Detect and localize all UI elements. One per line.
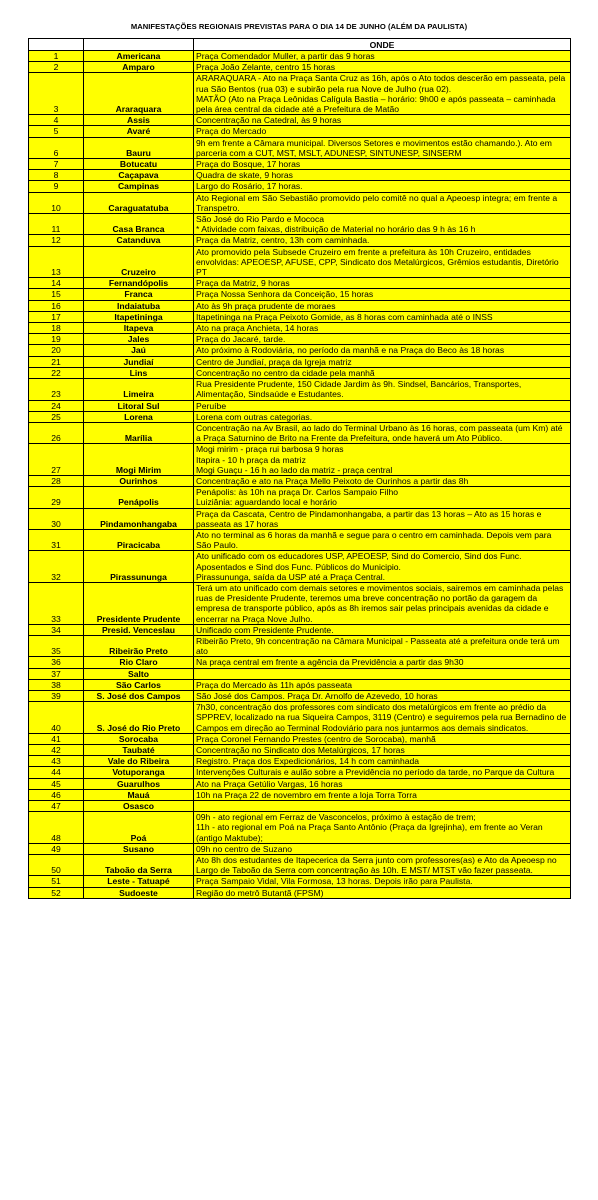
row-number: 29 [29, 487, 84, 508]
table-row [29, 508, 571, 529]
table-row [29, 855, 571, 876]
table-row [29, 487, 571, 508]
row-number: 39 [29, 690, 84, 701]
table-row [29, 323, 571, 334]
row-location: Largo do Rosário, 17 horas. [194, 181, 571, 192]
table-row [29, 278, 571, 289]
row-location: Praça Sampaio Vidal, Vila Formosa, 13 horas. Depois irão para Paulista. [194, 876, 571, 887]
table-row [29, 843, 571, 854]
table-row [29, 170, 571, 181]
row-number: 31 [29, 529, 84, 550]
row-city: Pindamonhangaba [84, 508, 194, 529]
row-number: 46 [29, 789, 84, 800]
row-location: Ribeirão Preto, 9h concentração na Câmara Municipal - Passeata até a prefeitura onde terá um ato [194, 635, 571, 656]
row-city: Americana [84, 51, 194, 62]
table-row [29, 745, 571, 756]
row-city: Jales [84, 334, 194, 345]
row-location: Praça Coronel Fernando Prestes (centro de Sorocaba), manhã [194, 733, 571, 744]
row-city: Avaré [84, 126, 194, 137]
row-location: 09h no centro de Suzano [194, 843, 571, 854]
row-location: Penápolis: às 10h na praça Dr. Carlos Sampaio Filho Luiziânia: aguardando local e horário [194, 487, 571, 508]
row-city: Casa Branca [84, 214, 194, 235]
row-number: 12 [29, 235, 84, 246]
row-number: 48 [29, 812, 84, 844]
table-row [29, 356, 571, 367]
row-number: 23 [29, 379, 84, 400]
row-number: 28 [29, 475, 84, 486]
row-city: São Carlos [84, 679, 194, 690]
row-number: 20 [29, 345, 84, 356]
row-city: Osasco [84, 801, 194, 812]
row-number: 42 [29, 745, 84, 756]
row-city: Salto [84, 668, 194, 679]
table-row [29, 475, 571, 486]
row-number: 36 [29, 657, 84, 668]
row-location: Praça da Matriz, 9 horas [194, 278, 571, 289]
table-row [29, 126, 571, 137]
row-location: Ato 8h dos estudantes de Itapecerica da Serra junto com professores(as) e Ato da Apeoesp no Largo de Taboão da Serra com concentração às 10h. E MST/ MTST vão fazer passeata. [194, 855, 571, 876]
row-city: Guarulhos [84, 778, 194, 789]
row-number: 9 [29, 181, 84, 192]
row-city: Leste - Tatuapé [84, 876, 194, 887]
table-row [29, 289, 571, 300]
row-number: 52 [29, 887, 84, 898]
row-number: 17 [29, 311, 84, 322]
row-location: Lorena com outras categorias. [194, 411, 571, 422]
row-city: Sorocaba [84, 733, 194, 744]
row-location: Ato às 9h praça prudente de moraes [194, 300, 571, 311]
table-row [29, 159, 571, 170]
table-row [29, 778, 571, 789]
row-number: 24 [29, 400, 84, 411]
row-location: Unificado com Presidente Prudente. [194, 624, 571, 635]
row-number: 1 [29, 51, 84, 62]
row-number: 43 [29, 756, 84, 767]
row-location: Concentração no Sindicato dos Metalúrgicos, 17 horas [194, 745, 571, 756]
row-city: Presidente Prudente [84, 582, 194, 624]
row-location: Praça João Zelante, centro 15 horas [194, 62, 571, 73]
row-location: São José do Rio Pardo e Mococa * Atividade com faixas, distribuição de Material no horário das 9 h às 16 h [194, 214, 571, 235]
table-row [29, 812, 571, 844]
row-number: 25 [29, 411, 84, 422]
row-city: Ourinhos [84, 475, 194, 486]
row-location: Praça do Bosque, 17 horas [194, 159, 571, 170]
row-city: Pirassununga [84, 551, 194, 583]
table-row [29, 73, 571, 115]
table-row [29, 181, 571, 192]
row-location: ARARAQUARA - Ato na Praça Santa Cruz as 16h, após o Ato todos descerão em passeata, pela rua São Bentos (rua 03) e subirão pela rua Nove de Julho (rua 02). MATÃO (Ato na Praça Leônidas Calígula Bastia – horário: 9h00 e após passeata – caminhada pela área central da cidade até a Prefeitura de Matão [194, 73, 571, 115]
row-location: Praça da Matriz, centro, 13h com caminhada. [194, 235, 571, 246]
table-row [29, 789, 571, 800]
table-row [29, 422, 571, 443]
table-row [29, 311, 571, 322]
row-location: São José dos Campos. Praça Dr. Arnolfo de Azevedo, 10 horas [194, 690, 571, 701]
table-row [29, 756, 571, 767]
table-row [29, 582, 571, 624]
row-location: Na praça central em frente a agência da Previdência a partir das 9h30 [194, 657, 571, 668]
table-row [29, 733, 571, 744]
row-city: Rio Claro [84, 657, 194, 668]
table-row [29, 334, 571, 345]
row-number: 2 [29, 62, 84, 73]
row-city: Susano [84, 843, 194, 854]
table-row [29, 379, 571, 400]
row-location: Praça do Mercado às 11h após passeata [194, 679, 571, 690]
row-city: Araraquara [84, 73, 194, 115]
row-number: 6 [29, 137, 84, 158]
row-number: 10 [29, 192, 84, 213]
table-row [29, 767, 571, 778]
row-number: 4 [29, 115, 84, 126]
row-number: 30 [29, 508, 84, 529]
row-location: Praça Nossa Senhora da Conceição, 15 horas [194, 289, 571, 300]
row-number: 18 [29, 323, 84, 334]
row-city: Votuporanga [84, 767, 194, 778]
row-number: 5 [29, 126, 84, 137]
document-title: MANIFESTAÇÕES REGIONAIS PREVISTAS PARA O DIA 14 DE JUNHO (ALÉM DA PAULISTA) [130, 22, 468, 31]
row-city: Jaú [84, 345, 194, 356]
row-location: Centro de Jundiaí, praça da Igreja matriz [194, 356, 571, 367]
table-row [29, 115, 571, 126]
row-location: Itapetininga na Praça Peixoto Gomide, as 8 horas com caminhada até o INSS [194, 311, 571, 322]
row-number: 33 [29, 582, 84, 624]
header-number [29, 39, 84, 51]
table-row [29, 444, 571, 476]
row-number: 51 [29, 876, 84, 887]
table-row [29, 400, 571, 411]
row-city: Mauá [84, 789, 194, 800]
row-number: 3 [29, 73, 84, 115]
row-city: Itapeva [84, 323, 194, 334]
table-row [29, 411, 571, 422]
row-city: Lorena [84, 411, 194, 422]
row-number: 34 [29, 624, 84, 635]
table-row [29, 668, 571, 679]
row-number: 35 [29, 635, 84, 656]
row-city: S. José do Rio Preto [84, 702, 194, 734]
row-city: Limeira [84, 379, 194, 400]
row-number: 50 [29, 855, 84, 876]
events-table [28, 38, 571, 899]
row-location: Intervenções Culturais e aulão sobre a Previdência no período da tarde, no Parque da Cultura [194, 767, 571, 778]
row-location: Concentração no centro da cidade pela manhã [194, 367, 571, 378]
row-location: Praça Comendador Muller, a partir das 9 horas [194, 51, 571, 62]
table-row [29, 529, 571, 550]
row-number: 38 [29, 679, 84, 690]
row-city: Cruzeiro [84, 246, 194, 278]
row-number: 40 [29, 702, 84, 734]
row-location: Ato próximo à Rodoviária, no período da manhã e na Praça do Beco às 18 horas [194, 345, 571, 356]
row-location: 10h na Praça 22 de novembro em frente a loja Torra Torra [194, 789, 571, 800]
row-city: Litoral Sul [84, 400, 194, 411]
row-location: Concentração e ato na Praça Mello Peixoto de Ourinhos a partir das 8h [194, 475, 571, 486]
row-city: Sudoeste [84, 887, 194, 898]
row-number: 37 [29, 668, 84, 679]
table-row [29, 679, 571, 690]
table-row [29, 551, 571, 583]
table-row [29, 345, 571, 356]
row-location: Quadra de skate, 9 horas [194, 170, 571, 181]
row-number: 19 [29, 334, 84, 345]
table-row [29, 214, 571, 235]
row-number: 21 [29, 356, 84, 367]
row-location: 9h em frente a Câmara municipal. Diversos Setores e movimentos estão chamando.). Ato em parceria com a CUT, MST, MSLT, ADUNESP, SINTUNESP, SINSERM [194, 137, 571, 158]
row-number: 45 [29, 778, 84, 789]
row-number: 32 [29, 551, 84, 583]
row-location: Região do metrô Butantã (FPSM) [194, 887, 571, 898]
table-row [29, 801, 571, 812]
row-number: 26 [29, 422, 84, 443]
row-location: Concentração na Av Brasil, ao lado do Terminal Urbano às 16 horas, com passeata (um Km) até a Praça Saturnino de Brito na Frente da Prefeitura, onde haverá um Ato Público. [194, 422, 571, 443]
row-number: 41 [29, 733, 84, 744]
row-number: 22 [29, 367, 84, 378]
row-number: 13 [29, 246, 84, 278]
row-location: Registro. Praça dos Expedicionários, 14 h com caminhada [194, 756, 571, 767]
table-row [29, 246, 571, 278]
table-row [29, 51, 571, 62]
row-location: Praça do Mercado [194, 126, 571, 137]
row-number: 7 [29, 159, 84, 170]
row-city: Piracicaba [84, 529, 194, 550]
row-number: 14 [29, 278, 84, 289]
row-location: Ato na Praça Getúlio Vargas, 16 horas [194, 778, 571, 789]
row-location: Ato na praça Anchieta, 14 horas [194, 323, 571, 334]
row-city: Jundiaí [84, 356, 194, 367]
row-location: Praça da Cascata, Centro de Pindamonhangaba, a partir das 13 horas – Ato as 15 horas e passeata as 17 horas [194, 508, 571, 529]
row-city: Vale do Ribeira [84, 756, 194, 767]
row-city: Itapetininga [84, 311, 194, 322]
row-city: Marília [84, 422, 194, 443]
table-row [29, 192, 571, 213]
row-city: Botucatu [84, 159, 194, 170]
row-city: Caraguatatuba [84, 192, 194, 213]
table-body [29, 51, 571, 899]
row-location: Praça do Jacaré, tarde. [194, 334, 571, 345]
row-location: Concentração na Catedral, às 9 horas [194, 115, 571, 126]
row-location: Terá um ato unificado com demais setores e movimentos sociais, sairemos em caminhada pelas ruas de Presidente Prudente, teremos uma breve concentração no portão da garagem da empresa de transporte público, após as 8h iremos sair pelas principais avenidas da cidade e encerrar na Praça Nove Julho. [194, 582, 571, 624]
row-location: Ato no terminal as 6 horas da manhã e segue para o centro em caminhada. Depois vem para São Paulo. [194, 529, 571, 550]
table-row [29, 702, 571, 734]
row-city: S. José dos Campos [84, 690, 194, 701]
row-location: Peruíbe [194, 400, 571, 411]
table-row [29, 887, 571, 898]
row-location: Ato unificado com os educadores USP, APEOESP, Sind do Comercio, Sind dos Func. Aposentados e Sind dos Func. Públicos do Municipio. Pirassununga, saída da USP até a Praça Central. [194, 551, 571, 583]
row-number: 47 [29, 801, 84, 812]
row-city: Penápolis [84, 487, 194, 508]
row-location: Mogi mirim - praça rui barbosa 9 horas Itapira - 10 h praça da matriz Mogi Guaçu - 16 h ao lado da matriz - praça central [194, 444, 571, 476]
header-city [84, 39, 194, 51]
row-location [194, 801, 571, 812]
row-number: 8 [29, 170, 84, 181]
table-row [29, 876, 571, 887]
row-city: Mogi Mirim [84, 444, 194, 476]
row-number: 11 [29, 214, 84, 235]
table-row [29, 624, 571, 635]
row-city: Indaiatuba [84, 300, 194, 311]
row-city: Taubaté [84, 745, 194, 756]
table-row [29, 300, 571, 311]
row-city: Caçapava [84, 170, 194, 181]
row-city: Amparo [84, 62, 194, 73]
row-number: 16 [29, 300, 84, 311]
table-row [29, 367, 571, 378]
table-row [29, 137, 571, 158]
row-location: 7h30, concentração dos professores com sindicato dos metalúrgicos em frente ao prédio da SPPREV, localizado na rua Siqueira Campos, 3119 (Centro) e seguiremos pela rua Bernadino de Campos em direção ao Terminal Rodoviário para nos juntarmos aos demais sindicatos. [194, 702, 571, 734]
row-city: Catanduva [84, 235, 194, 246]
row-city: Bauru [84, 137, 194, 158]
row-number: 15 [29, 289, 84, 300]
row-city: Poá [84, 812, 194, 844]
row-location: 09h - ato regional em Ferraz de Vasconcelos, próximo à estação de trem; 11h - ato regional em Poá na Praça Santo Antônio (Praça da Igrejinha), em frente ao Veran (antigo Maktube); [194, 812, 571, 844]
row-city: Assis [84, 115, 194, 126]
header-where: ONDE [194, 39, 571, 51]
row-location: Ato promovido pela Subsede Cruzeiro em frente a prefeitura às 10h Cruzeiro, entidades envolvidas: APEOESP, AFUSE, CPP, Sindicato dos Metalúrgicos, Grêmios estudantis, Diretório PT [194, 246, 571, 278]
table-row [29, 690, 571, 701]
row-location: Rua Presidente Prudente, 150 Cidade Jardim às 9h. Sindsel, Bancários, Transportes, Alimentação, Sindsaúde e Estudantes. [194, 379, 571, 400]
row-city: Ribeirão Preto [84, 635, 194, 656]
row-city: Fernandópolis [84, 278, 194, 289]
row-city: Campinas [84, 181, 194, 192]
row-city: Lins [84, 367, 194, 378]
table-row [29, 657, 571, 668]
row-city: Presid. Venceslau [84, 624, 194, 635]
row-city: Taboão da Serra [84, 855, 194, 876]
row-number: 27 [29, 444, 84, 476]
row-number: 49 [29, 843, 84, 854]
row-location: Ato Regional em São Sebastião promovido pelo comitê no qual a Apeoesp integra; em frente a Transpetro. [194, 192, 571, 213]
table-header-row [29, 39, 571, 51]
row-location [194, 668, 571, 679]
table-row [29, 235, 571, 246]
table-row [29, 62, 571, 73]
row-number: 44 [29, 767, 84, 778]
row-city: Franca [84, 289, 194, 300]
table-row [29, 635, 571, 656]
